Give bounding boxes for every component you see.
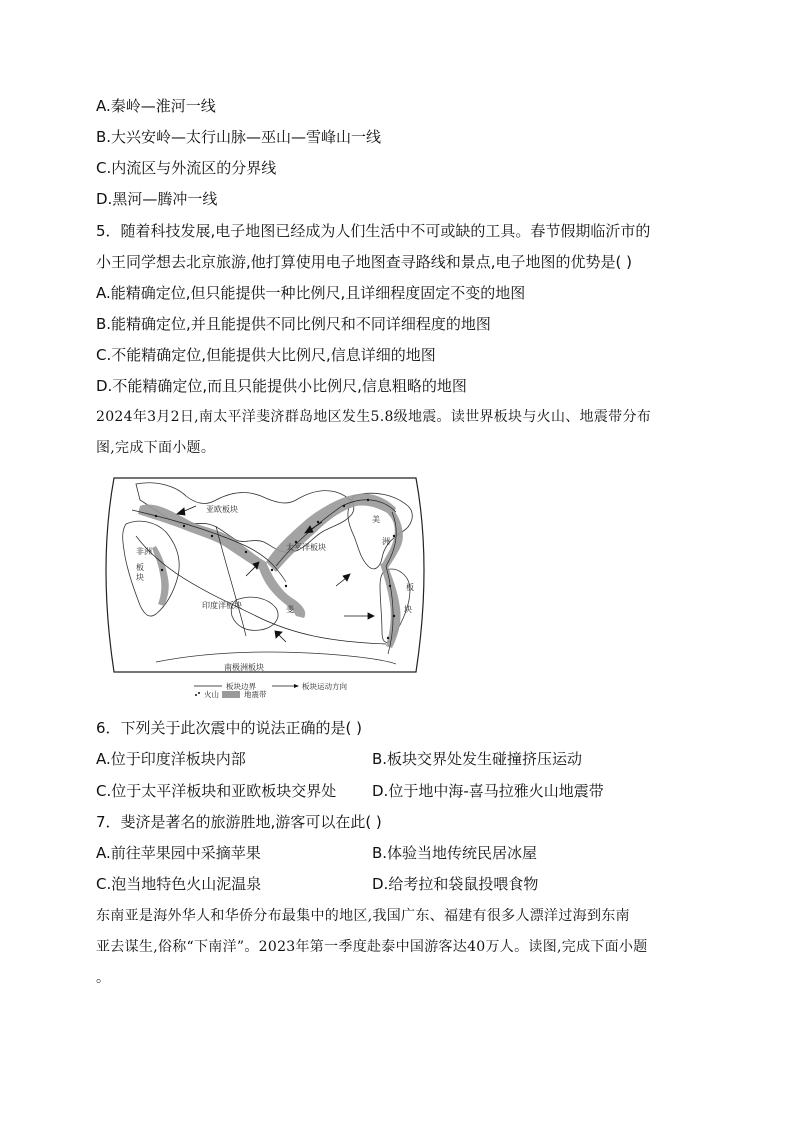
label-eurasian-plate: 亚欧板块: [206, 505, 238, 514]
q5-option-a: A.能精确定位,但只能提供一种比例尺,且详细程度固定不变的地图: [96, 284, 526, 302]
q6-option-a: A.位于印度洋板块内部: [96, 750, 246, 768]
q5-stem-line1: 5．随着科技发展,电子地图已经成为人们生活中不可或缺的工具。春节假期临沂市的: [96, 222, 651, 240]
legend-direction: 板块运动方向: [302, 682, 347, 691]
q7-option-b: B.体验当地传统民居冰屋: [372, 844, 538, 862]
q4-option-a: A.秦岭—淮河一线: [96, 97, 216, 115]
q5-stem-line2: 小王同学想去北京旅游,他打算使用电子地图查寻路线和景点,电子地图的优势是( ): [96, 253, 633, 271]
label-african-plate-2: 洲: [144, 547, 152, 556]
legend-boundary: 板块边界: [226, 682, 256, 691]
q7-stem: 7．斐济是著名的旅游胜地,游客可以在此( ): [96, 813, 382, 831]
label-ban: 板: [406, 583, 414, 592]
label-kuai: 块: [404, 605, 412, 614]
legend-volcano: 火山: [204, 690, 219, 698]
material2-line1: 东南亚是海外华人和华侨分布最集中的地区,我国广东、福建有很多人漂洋过海到东南: [96, 908, 630, 924]
q4-option-c: C.内流区与外流区的分界线: [96, 159, 277, 177]
q7-option-a: A.前往苹果园中采摘苹果: [96, 844, 261, 862]
label-african-plate-4: 块: [136, 573, 144, 582]
q6-option-b: B.板块交界处发生碰撞挤压运动: [372, 750, 583, 768]
label-antarctic-plate: 南极洲板块: [224, 663, 264, 672]
label-fei: 斐: [286, 605, 294, 614]
label-african-plate-3: 板: [136, 563, 144, 572]
plate-boundaries-map: [96, 466, 434, 698]
material1-line1: 2024年3月2日,南太平洋斐济群岛地区发生5.8级地震。读世界板块与火山、地震带分布: [96, 409, 652, 425]
material2-line3: 。: [96, 970, 111, 986]
q5-option-c: C.不能精确定位,但能提供大比例尺,信息详细的地图: [96, 346, 436, 364]
q4-option-b: B.大兴安岭—太行山脉—巫山—雪峰山一线: [96, 128, 382, 146]
label-mei: 美: [372, 515, 380, 524]
q6-stem: 6．下列关于此次震中的说法正确的是( ): [96, 719, 363, 737]
q6-option-c: C.位于太平洋板块和亚欧板块交界处: [96, 782, 337, 800]
q7-option-c: C.泡当地特色火山泥温泉: [96, 875, 262, 893]
legend-quake-belt: 地震带: [244, 690, 267, 698]
q5-option-b: B.能精确定位,并且能提供不同比例尺和不同详细程度的地图: [96, 315, 491, 333]
q7-option-d: D.给考拉和袋鼠投喂食物: [372, 875, 539, 893]
legend: [194, 681, 347, 698]
q6-option-d: D.位于地中海-喜马拉雅火山地震带: [372, 782, 604, 800]
material2-line2: 亚去谋生,俗称“下南洋”。2023年第一季度赴泰中国游客达40万人。读图,完成下面小题: [96, 939, 648, 955]
label-african-plate-1: 非: [136, 547, 144, 556]
label-pacific-plate: 太平洋板块: [286, 543, 326, 552]
label-zhou: 洲: [382, 537, 390, 546]
q4-option-d: D.黑河—腾冲一线: [96, 190, 218, 208]
q5-option-d: D.不能精确定位,而且只能提供小比例尺,信息粗略的地图: [96, 377, 467, 395]
material1-line2: 图,完成下面小题。: [96, 440, 216, 456]
label-indo-plate: 印度洋板块: [202, 601, 242, 610]
